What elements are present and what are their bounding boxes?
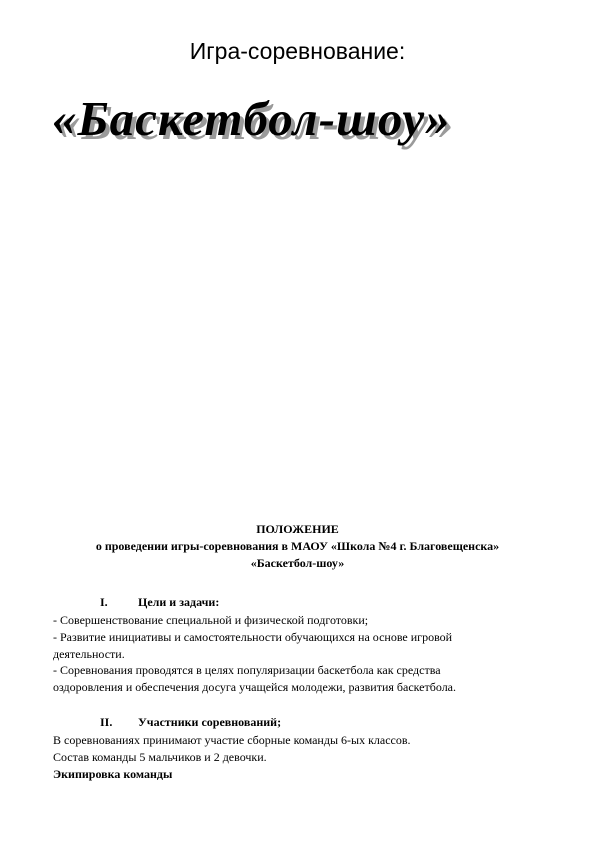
section-1-body — [53, 612, 533, 696]
section-1-line: - Соревнования проводятся в целях популяризации баскетбола как средства — [53, 663, 441, 678]
section-1-title: Цели и задачи: — [138, 595, 220, 609]
page-subtitle: Игра-соревнование: — [189, 38, 406, 64]
section-2-title: Участники соревнований; — [138, 715, 282, 729]
regulation-event-name: «Баскетбол-шоу» — [250, 556, 345, 570]
section-1-line: - Совершенствование специальной и физической подготовки; — [53, 613, 369, 627]
section-1-heading — [100, 594, 219, 611]
section-2-heading — [100, 714, 281, 731]
section-2-number: II. — [100, 715, 113, 729]
section-1-line: оздоровления и обеспечения досуга учащейся молодежи, развития баскетбола. — [53, 680, 457, 695]
page-title: «Баскетбол-шоу» — [52, 91, 451, 146]
section-2-equipment-heading: Экипировка команды — [53, 766, 173, 781]
section-1-line: деятельности. — [53, 646, 125, 661]
section-2-line: Состав команды 5 мальчиков и 2 девочки. — [53, 749, 267, 764]
section-2-line: В соревнованиях принимают участие сборные команды 6-ых классов. — [53, 733, 411, 747]
regulation-subject: о проведении игры-соревнования в МАОУ «Школа №4 г. Благовещенска» — [95, 539, 500, 553]
section-1-number: I. — [100, 595, 108, 609]
regulation-heading: ПОЛОЖЕНИЕ — [256, 522, 339, 536]
section-2-body — [53, 732, 533, 782]
section-1-line: - Развитие инициативы и самостоятельности обучающихся на основе игровой — [53, 629, 453, 644]
